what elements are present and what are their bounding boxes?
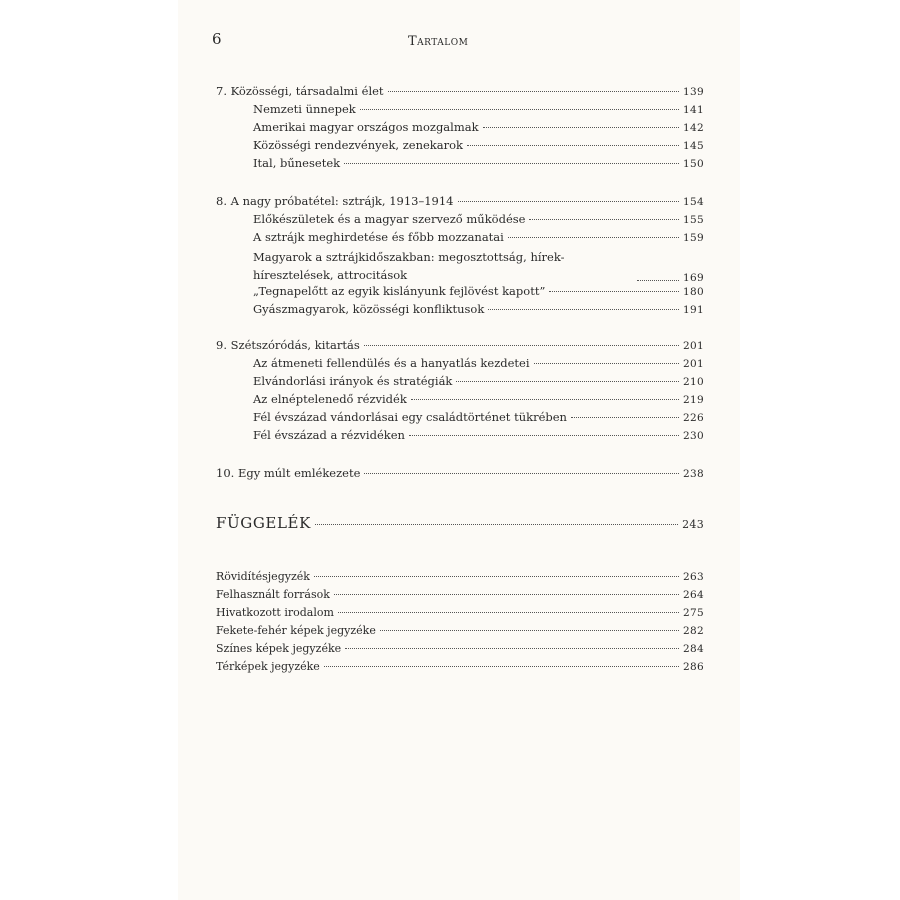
toc-entry-page: 139 xyxy=(683,86,704,98)
leader-dots xyxy=(637,279,679,281)
toc-entry-page: 150 xyxy=(683,158,704,170)
toc-subentry xyxy=(253,156,704,174)
toc-entry-page: 264 xyxy=(683,589,704,601)
toc-entry-page: 145 xyxy=(683,140,704,152)
toc-entry-page: 284 xyxy=(683,643,704,655)
toc-appendix xyxy=(216,514,704,538)
leader-dots xyxy=(458,200,680,202)
leader-dots xyxy=(508,236,679,238)
toc-entry-title: Az elnéptelenedő rézvidék xyxy=(253,392,407,406)
toc-entry-title: FÜGGELÉK xyxy=(216,514,311,532)
toc-chapter-8 xyxy=(216,194,704,212)
toc-subentry xyxy=(253,248,704,284)
toc-subentry xyxy=(253,410,704,428)
toc-subentry xyxy=(253,356,704,374)
leader-dots xyxy=(334,593,679,595)
toc-entry-page: 180 xyxy=(683,286,704,298)
toc-entry-title: Amerikai magyar országos mozgalmak xyxy=(253,120,479,134)
toc-entry-title: „Tegnapelőtt az egyik kislányunk fejlövést kapott” xyxy=(253,284,546,298)
toc-backmatter-entry xyxy=(216,642,704,660)
toc-entry-title: Gyászmagyarok, közösségi konfliktusok xyxy=(253,302,485,316)
toc-subentry xyxy=(253,230,704,248)
toc-entry-title: Ital, bűnesetek xyxy=(253,156,341,170)
toc-entry-page: 243 xyxy=(682,518,704,531)
toc-entry-page: 142 xyxy=(683,122,704,134)
leader-dots xyxy=(549,290,679,292)
leader-dots xyxy=(388,90,679,92)
toc-entry-page: 263 xyxy=(683,571,704,583)
toc-subentry xyxy=(253,138,704,156)
leader-dots xyxy=(324,665,679,667)
toc-subentry xyxy=(253,120,704,138)
running-head: Tartalom xyxy=(408,34,469,49)
toc-entry-title: Közösségi rendezvények, zenekarok xyxy=(253,138,464,152)
leader-dots xyxy=(571,416,679,418)
toc-subentry xyxy=(253,428,704,446)
leader-dots xyxy=(409,434,679,436)
toc-entry-page: 201 xyxy=(683,358,704,370)
leader-dots xyxy=(315,523,678,525)
toc-subentry xyxy=(253,302,704,320)
leader-dots xyxy=(534,362,680,364)
toc-entry-title: Színes képek jegyzéke xyxy=(216,642,342,655)
toc-entry-page: 230 xyxy=(683,430,704,442)
toc-entry-title: 9. Szétszóródás, kitartás xyxy=(216,338,360,352)
toc-entry-title: Nemzeti ünnepek xyxy=(253,102,356,116)
leader-dots xyxy=(314,575,679,577)
toc-entry-page: 286 xyxy=(683,661,704,673)
toc-subentry xyxy=(253,212,704,230)
toc-backmatter-entry xyxy=(216,588,704,606)
toc-entry-title: Térképek jegyzéke xyxy=(216,660,320,673)
toc-entry-title: Elvándorlási irányok és stratégiák xyxy=(253,374,453,388)
toc-entry-title: Rövidítésjegyzék xyxy=(216,570,310,583)
toc-entry-page: 154 xyxy=(683,196,704,208)
toc-subentry xyxy=(253,392,704,410)
toc-backmatter-entry xyxy=(216,624,704,642)
toc-entry-title: Magyarok a sztrájkidőszakban: megosztottság, hírek-híresztelések, attrocitások xyxy=(253,250,565,282)
toc-entry-page: 191 xyxy=(683,304,704,316)
page-number: 6 xyxy=(212,30,222,48)
toc-backmatter-entry xyxy=(216,660,704,678)
toc-entry-title: Felhasznált források xyxy=(216,588,330,601)
toc-chapter-9 xyxy=(216,338,704,356)
leader-dots xyxy=(380,629,679,631)
toc-entry-title: 8. A nagy próbatétel: sztrájk, 1913–1914 xyxy=(216,194,454,208)
toc-entry-title: Az átmeneti fellendülés és a hanyatlás kezdetei xyxy=(253,356,530,370)
toc-entry-page: 210 xyxy=(683,376,704,388)
toc-subentry xyxy=(253,374,704,392)
toc-entry-title: Fél évszázad vándorlásai egy családtörténet tükrében xyxy=(253,410,567,424)
toc-entry-title: 7. Közösségi, társadalmi élet xyxy=(216,84,384,98)
toc-entry-page: 155 xyxy=(683,214,704,226)
leader-dots xyxy=(488,308,679,310)
toc-backmatter-entry xyxy=(216,570,704,588)
toc-entry-page: 219 xyxy=(683,394,704,406)
toc-entry-title: Fekete-fehér képek jegyzéke xyxy=(216,624,376,637)
toc-subentry xyxy=(253,284,704,302)
leader-dots xyxy=(364,344,679,346)
toc-entry-page: 226 xyxy=(683,412,704,424)
leader-dots xyxy=(360,108,679,110)
leader-dots xyxy=(483,126,679,128)
toc-entry-title: Előkészületek és a magyar szervező működése xyxy=(253,212,526,226)
leader-dots xyxy=(344,162,679,164)
toc-entry-page: 169 xyxy=(683,272,704,284)
toc-entry-title: 10. Egy múlt emlékezete xyxy=(216,466,361,480)
toc-entry-page: 275 xyxy=(683,607,704,619)
toc-chapter-10 xyxy=(216,466,704,484)
toc-entry-page: 238 xyxy=(683,468,704,480)
toc-entry-title: Fél évszázad a rézvidéken xyxy=(253,428,405,442)
leader-dots xyxy=(411,398,679,400)
leader-dots xyxy=(338,611,679,613)
leader-dots xyxy=(529,218,679,220)
toc-subentry xyxy=(253,102,704,120)
toc-entry-page: 159 xyxy=(683,232,704,244)
toc-entry-page: 141 xyxy=(683,104,704,116)
toc-entry-page: 282 xyxy=(683,625,704,637)
leader-dots xyxy=(345,647,679,649)
leader-dots xyxy=(364,472,679,474)
toc-entry-title: A sztrájk meghirdetése és főbb mozzanatai xyxy=(253,230,504,244)
toc-backmatter-entry xyxy=(216,606,704,624)
book-page xyxy=(178,0,740,900)
leader-dots xyxy=(467,144,679,146)
toc-entry-title: Hivatkozott irodalom xyxy=(216,606,334,619)
toc-chapter-7 xyxy=(216,84,704,102)
leader-dots xyxy=(456,380,679,382)
toc-entry-page: 201 xyxy=(683,340,704,352)
